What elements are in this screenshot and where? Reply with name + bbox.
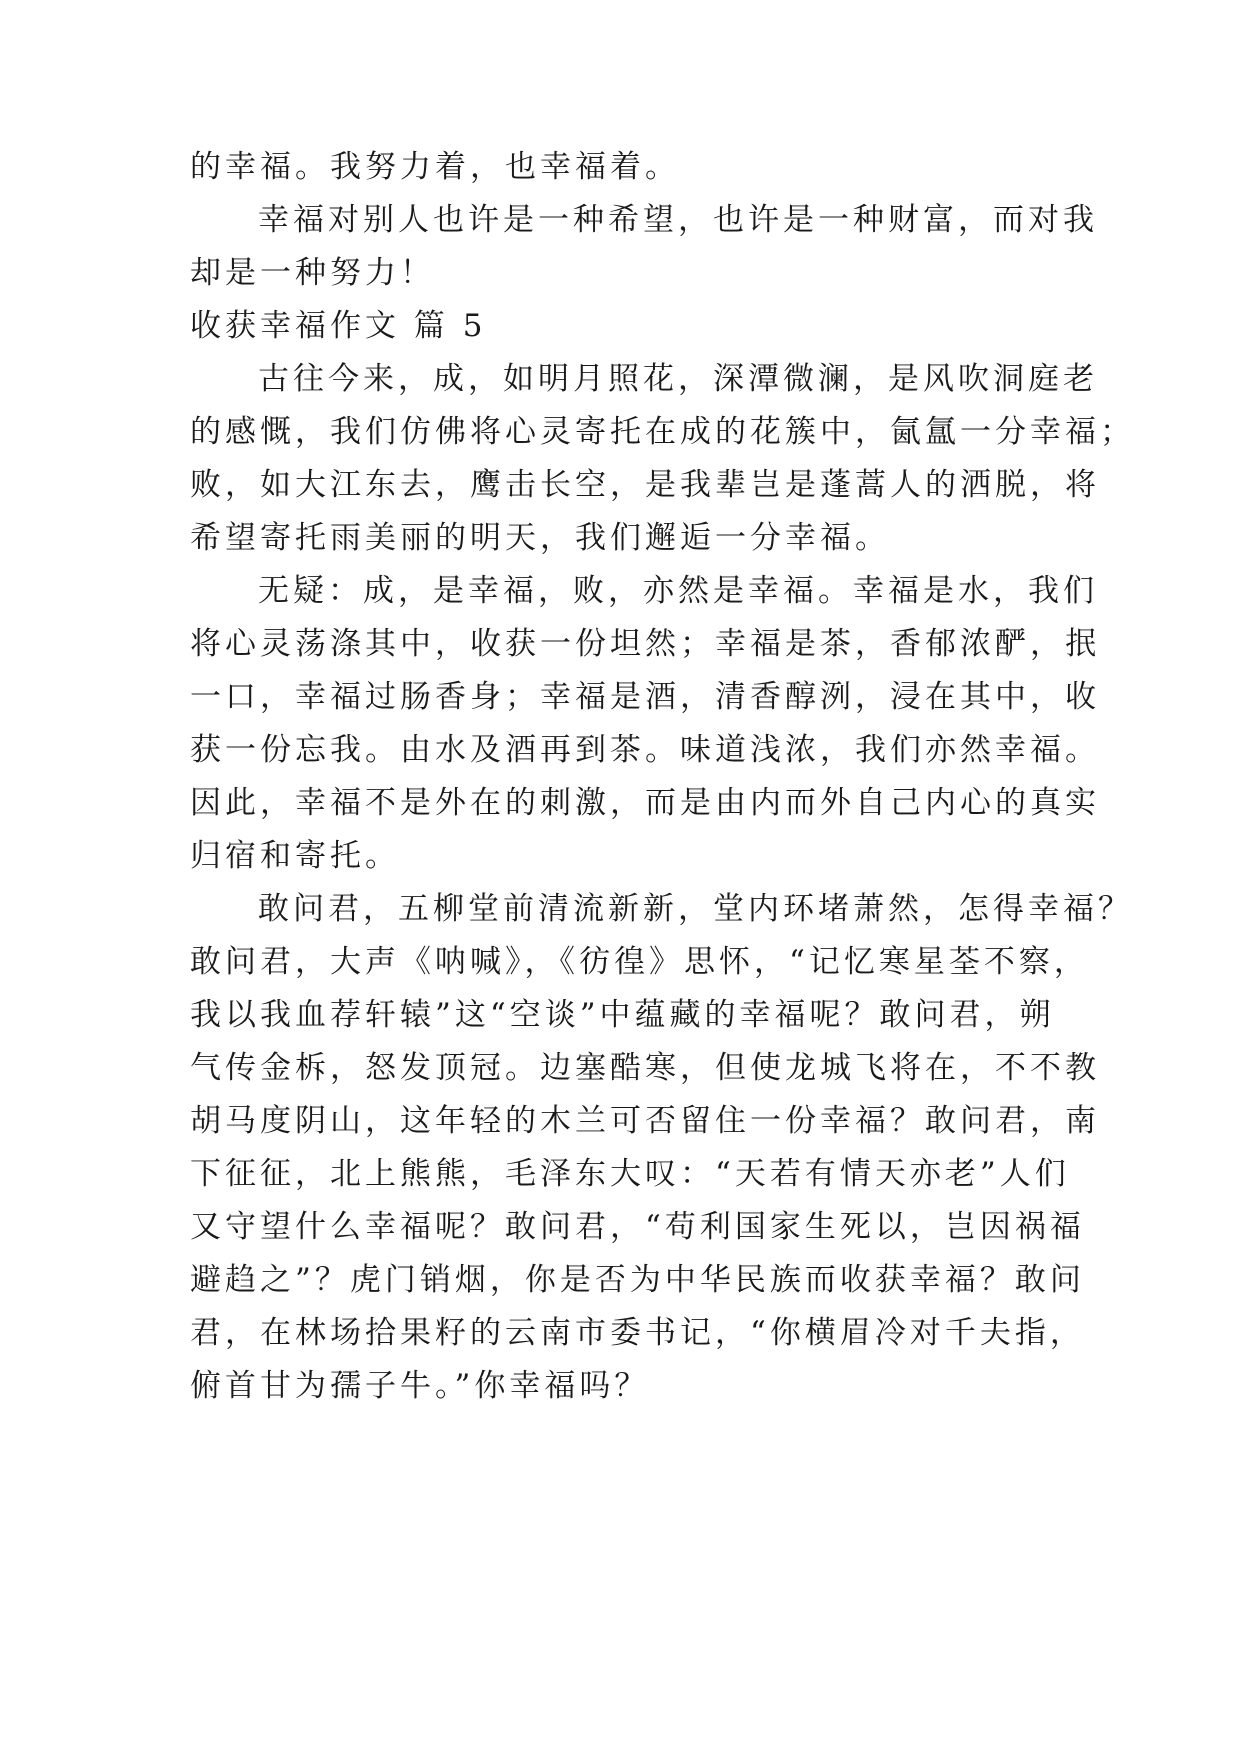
text-line: 希望寄托雨美丽的明天，我们邂逅一分幸福。 (190, 520, 890, 556)
text-line: 下征征，北上熊熊，毛泽东大叹：“天若有情天亦老”人们 (190, 1156, 1070, 1192)
text-line: 却是一种努力！ (190, 255, 435, 291)
text-line: 的感慨，我们仿佛将心灵寄托在成的花簇中，氤氲一分幸福； (190, 414, 1135, 450)
text-line: 避趋之”？虎门销烟，你是否为中华民族而收获幸福？敢问 (190, 1262, 1085, 1298)
paragraph-first-line: 古往今来，成，如明月照花，深潭微澜，是风吹洞庭老 (258, 361, 1098, 397)
text-line: 敢问君，大声《呐喊》，《彷徨》思怀，“记忆寒星荃不察， (190, 944, 1089, 980)
text-line: 一口，幸福过肠香身；幸福是酒，清香醇洌，浸在其中，收 (190, 679, 1100, 715)
paragraph-first-line: 幸福对别人也许是一种希望，也许是一种财富，而对我 (258, 202, 1098, 238)
text-line: 因此，幸福不是外在的刺激，而是由内而外自己内心的真实 (190, 785, 1100, 821)
section-heading: 收获幸福作文 篇 5 (190, 308, 487, 344)
text-line: 的幸福。我努力着，也幸福着。 (190, 149, 680, 185)
text-line: 将心灵荡涤其中，收获一份坦然；幸福是茶，香郁浓酽，抿 (190, 626, 1100, 662)
text-line: 归宿和寄托。 (190, 838, 400, 874)
paragraph-first-line: 敢问君，五柳堂前清流新新，堂内环堵萧然，怎得幸福？ (258, 891, 1133, 927)
text-line: 获一份忘我。由水及酒再到茶。味道浅浓，我们亦然幸福。 (190, 732, 1100, 768)
text-line: 败，如大江东去，鹰击长空，是我辈岂是蓬蒿人的洒脱，将 (190, 467, 1100, 503)
text-line: 又守望什么幸福呢？敢问君，“苟利国家生死以，岂因祸福 (190, 1209, 1085, 1245)
paragraph-first-line: 无疑：成，是幸福，败，亦然是幸福。幸福是水，我们 (258, 573, 1098, 609)
text-line: 胡马度阴山，这年轻的木兰可否留住一份幸福？敢问君，南 (190, 1103, 1100, 1139)
text-line: 气传金柝，怒发顶冠。边塞酷寒，但使龙城飞将在，不不教 (190, 1050, 1100, 1086)
text-line: 我以我血荐轩辕”这“空谈”中蕴藏的幸福呢？敢问君，朔 (190, 997, 1055, 1033)
text-line: 君，在林场拾果籽的云南市委书记，“你横眉冷对千夫指， (190, 1315, 1085, 1351)
text-line: 俯首甘为孺子牛。”你幸福吗？ (190, 1368, 650, 1404)
